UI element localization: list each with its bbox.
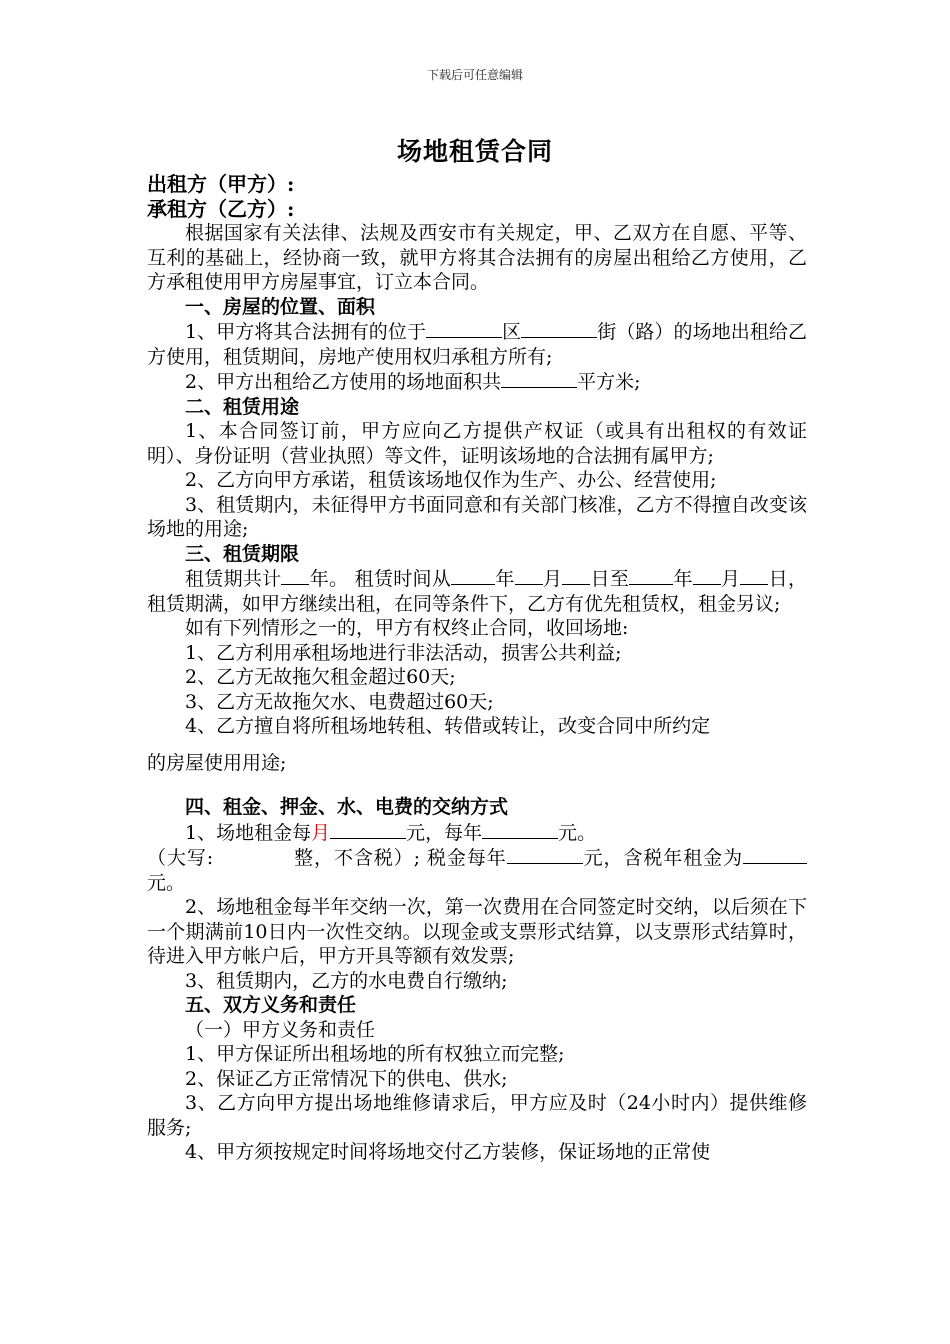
- annual-tax-blank[interactable]: [507, 845, 583, 864]
- section-3-term: 租赁期共计 年。 租赁时间从 年 月 日至 年 月 日，租赁期满，如甲方继续出租，在同等条件下，乙方有优先租赁权，租金另议;: [147, 568, 807, 615]
- section-3-title: 三、租赁期限: [185, 542, 300, 565]
- monthly-rent-blank[interactable]: [330, 820, 406, 839]
- taxed-rent-blank[interactable]: [743, 845, 807, 864]
- start-month-blank[interactable]: [515, 566, 543, 585]
- contract-body: [147, 172, 807, 1165]
- section-1-clause-1: 1、甲方将其合法拥有的位于 区 街（路）的场地出租给乙方使用，租赁期间，房地产使用权归承租方所有;: [147, 321, 807, 368]
- termination-intro: 如有下列情形之一的，甲方有权终止合同，收回场地:: [185, 617, 629, 639]
- intro-paragraph: 根据国家有关法律、法规及西安市有关规定，甲、乙双方在自愿、平等、互利的基础上，经协商一致，就甲方将其合法拥有的房屋出租给乙方使用，乙方承租使用甲方房屋事宜，订立本合同。: [147, 222, 807, 293]
- annual-rent-blank[interactable]: [482, 820, 558, 839]
- termination-item: 2、乙方无故拖欠租金超过60天;: [185, 666, 456, 688]
- street-blank[interactable]: [521, 319, 597, 338]
- district-blank[interactable]: [426, 319, 502, 338]
- section-2-clause-1: 1、本合同签订前，甲方应向乙方提供产权证（或具有出租权的有效证明）、身份证明（营业执照）等文件，证明该场地的合法拥有属甲方;: [147, 420, 807, 467]
- section-1-clause-2: 2、甲方出租给乙方使用的场地面积共 平方米;: [185, 371, 641, 393]
- lessor-line: 出租方（甲方）:: [147, 172, 295, 196]
- lessee-line: 承租方（乙方）:: [147, 196, 295, 221]
- area-blank[interactable]: [501, 369, 577, 388]
- document-title: 场地租赁合同: [396, 137, 553, 166]
- section-4-clause-1: 1、场地租金每月 元，每年 元。: [185, 821, 597, 844]
- end-day-blank[interactable]: [740, 566, 768, 585]
- years-blank[interactable]: [281, 566, 309, 585]
- section-4-clause-2: 2、场地租金每半年交纳一次，第一次费用在合同签定时交纳，以后须在下一个期满前10日内一次性交纳。以现金或支票形式结算，以支票形式结算时，待进入甲方帐户后，甲方开具等额有效发票;: [147, 896, 807, 967]
- month-highlight: 月: [311, 821, 331, 844]
- start-day-blank[interactable]: [562, 566, 590, 585]
- page-header: 下载后可任意编辑: [426, 68, 523, 82]
- lessor-duty-item: 4、甲方须按规定时间将场地交付乙方装修，保证场地的正常使: [185, 1141, 711, 1163]
- section-2-clause-2: 2、乙方向甲方承诺，租赁该场地仅作为生产、办公、经营使用;: [185, 469, 717, 491]
- section-2-clause-3: 3、租赁期内，未征得甲方书面同意和有关部门核准，乙方不得擅自改变该场地的用途;: [147, 493, 807, 540]
- lessor-duty-item: 2、保证乙方正常情况下的供电、供水;: [185, 1067, 508, 1090]
- termination-item: 1、乙方利用承租场地进行非法活动，损害公共利益;: [185, 641, 622, 664]
- section-4-title: 四、租金、押金、水、电费的交纳方式: [185, 796, 509, 818]
- termination-item-continued: 的房屋使用用途;: [147, 751, 287, 774]
- termination-item: 4、乙方擅自将所租场地转租、转借或转让，改变合同中所约定: [185, 715, 711, 737]
- section-2-title: 二、租赁用途: [185, 395, 300, 418]
- section-5-title: 五、双方义务和责任: [185, 994, 357, 1016]
- section-5-subtitle: （一）甲方义务和责任: [185, 1018, 376, 1041]
- section-1-title: 一、房屋的位置、面积: [185, 295, 376, 318]
- lessor-duty-item: 3、乙方向甲方提出场地维修请求后，甲方应及时（24小时内）提供维修服务;: [147, 1092, 807, 1139]
- end-year-blank[interactable]: [629, 566, 673, 585]
- end-month-blank[interactable]: [693, 566, 721, 585]
- section-4-clause-1-cont: （大写: 整，不含税）; 税金每年 元，含税年租金为元。: [147, 845, 807, 895]
- lessor-duty-item: 1、甲方保证所出租场地的所有权独立而完整;: [185, 1043, 565, 1065]
- termination-item: 3、乙方无故拖欠水、电费超过60天;: [185, 690, 494, 713]
- start-year-blank[interactable]: [451, 566, 495, 585]
- section-4-clause-3: 3、租赁期内，乙方的水电费自行缴纳;: [185, 969, 508, 992]
